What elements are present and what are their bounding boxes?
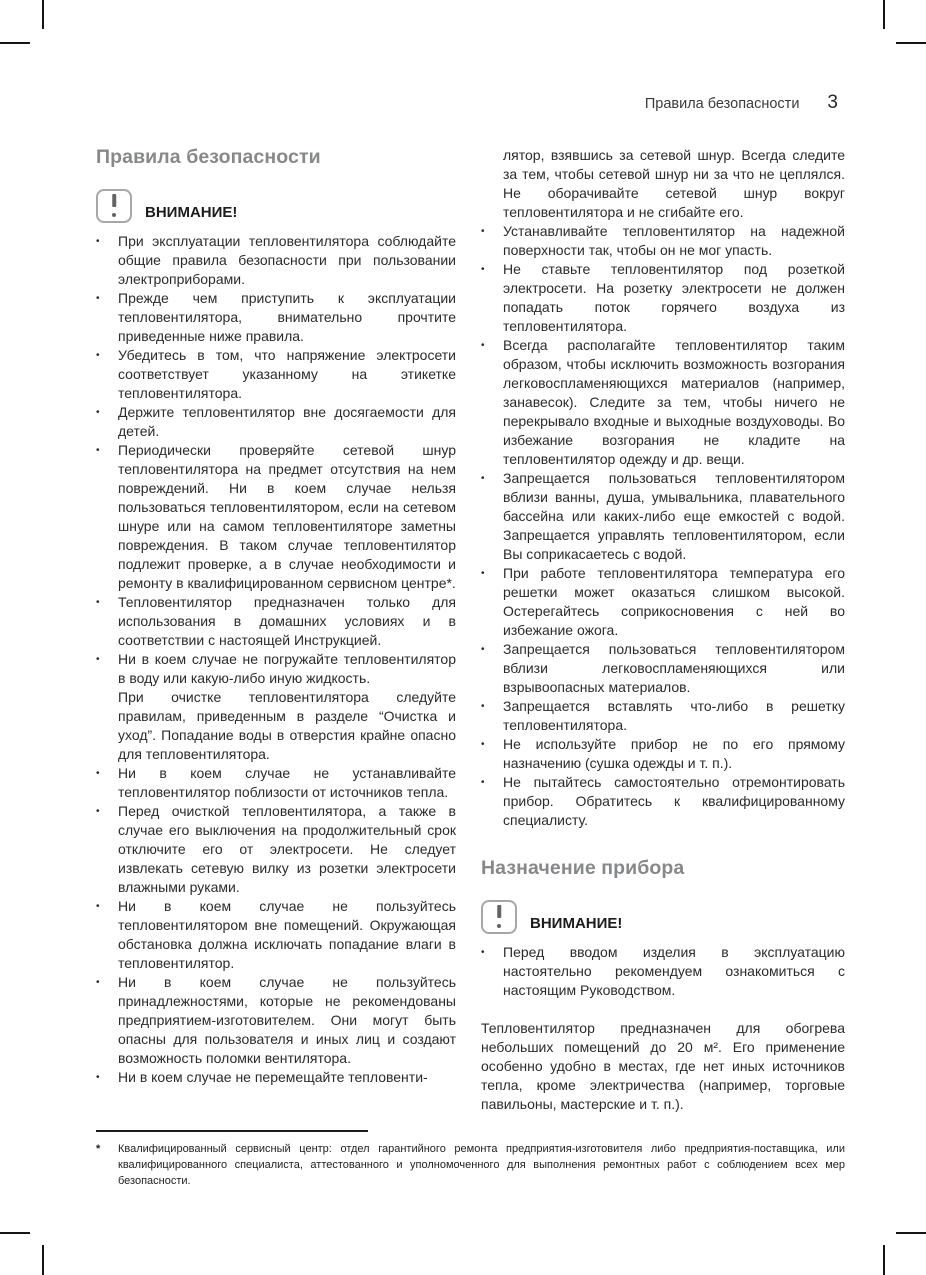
bullet-marker: • — [96, 293, 100, 304]
warning-block — [481, 900, 845, 934]
bullet-text: Ни в коем случае не пользуйтесь тепловентилятором вне помещений. Окружающая обстановка должна исключать попадание влаги в тепловентилятор. — [118, 898, 456, 971]
bullet-text: Ни в коем случае не перемещайте тепловенти- — [118, 1069, 428, 1085]
bullet-marker: • — [481, 701, 485, 712]
list-item — [481, 943, 845, 1000]
bullet-marker: • — [481, 777, 485, 788]
bullet-marker: • — [481, 568, 485, 579]
bullet-marker: • — [481, 644, 485, 655]
left-column — [96, 146, 456, 1087]
warning-label: ВНИМАНИЕ! — [145, 204, 238, 221]
warning-icon-bar — [112, 194, 116, 207]
crop-mark — [0, 1232, 30, 1234]
bullet-text: Устанавливайте тепловентилятор на надежной поверхности так, чтобы он не мог упасть. — [503, 223, 845, 258]
bullet-text: Перед очисткой тепловентилятора, а также в случае его выключения на продолжительный срок отключите его от электросети. Не следует извлекать сетевую вилку из розетки электросети влажными руками. — [118, 803, 456, 895]
bullet-text: Убедитесь в том, что напряжение электросети соответствует указанному на этикетке тепловентилятора. — [118, 347, 456, 401]
footnote — [96, 1130, 845, 1189]
bullet-marker: • — [481, 340, 485, 351]
warning-icon-bar — [497, 905, 501, 918]
bullet-text: Запрещается пользоваться тепловентилятором вблизи ванны, душа, умывальника, плавательного бассейна или каких-либо еще емкостей с водой. Запрещается управлять тепловентилятором, если Вы соприкасаетесь с водой. — [503, 470, 845, 562]
crop-mark — [896, 1232, 926, 1234]
bullet-marker: • — [481, 473, 485, 484]
bullet-marker: • — [481, 226, 485, 237]
section-title-purpose: Назначение прибора — [481, 857, 685, 879]
bullet-text: Запрещается вставлять что-либо в решетку тепловентилятора. — [503, 698, 845, 733]
bullet-text: Ни в коем случае не пользуйтесь принадлежностями, которые не рекомендованы предприятием-изготовителем. Они могут быть опасны для пользователя и иных лиц и создают возможность поломки вентилятора. — [118, 974, 456, 1066]
right-column — [481, 146, 845, 1114]
crop-mark — [42, 1245, 44, 1275]
bullet-marker: • — [96, 445, 100, 456]
list-item — [481, 640, 845, 697]
bullet-text: При работе тепловентилятора температура его решетки может оказаться слишком высокой. Остерегайтесь соприкосновения с ней во избежание ожога. — [503, 565, 845, 638]
safety-list-right — [481, 222, 845, 830]
crop-mark — [883, 0, 885, 29]
crop-mark — [883, 1245, 885, 1275]
list-item — [481, 697, 845, 735]
list-item — [96, 764, 456, 802]
bullet-marker: • — [96, 977, 100, 988]
bullet-marker: • — [96, 236, 100, 247]
footnote-text: Квалифицированный сервисный центр: отдел гарантийного ремонта предприятия-изготовителя либо предприятия-поставщика, или квалифицированного специалиста, аттестованного и уполномоченного для выполнения ремонтных работ с соблюдением всех мер безопасности. — [118, 1143, 845, 1187]
bullet-text: Держите тепловентилятор вне досягаемости для детей. — [118, 404, 456, 439]
list-item — [96, 973, 456, 1068]
list-item — [96, 688, 456, 764]
bullet-marker: • — [481, 947, 485, 958]
bullet-marker: • — [96, 806, 100, 817]
bullet-marker: • — [96, 350, 100, 361]
list-item — [96, 289, 456, 346]
bullet-marker: • — [96, 407, 100, 418]
list-item — [481, 773, 845, 830]
list-item — [96, 232, 456, 289]
bullet-text: Ни в коем случае не погружайте тепловентилятор в воду или какую-либо иную жидкость. — [118, 651, 456, 686]
list-item — [481, 469, 845, 564]
bullet-text: Прежде чем приступить к эксплуатации тепловентилятора, внимательно прочтите приведенные ниже правила. — [118, 290, 456, 344]
bullet-marker: • — [481, 739, 485, 750]
warning-icon — [96, 189, 132, 223]
list-item — [96, 346, 456, 403]
running-header-section: Правила безопасности — [644, 96, 800, 112]
warning-icon — [481, 900, 517, 934]
list-item — [481, 222, 845, 260]
list-item — [96, 1068, 456, 1087]
bullet-text: Ни в коем случае не устанавливайте тепловентилятор поблизости от источников тепла. — [118, 765, 456, 800]
bullet-text: Не пытайтесь самостоятельно отремонтировать прибор. Обратитесь к квалифицированному специалисту. — [503, 774, 845, 828]
footnote-marker: * — [96, 1143, 101, 1155]
list-item — [96, 403, 456, 441]
list-item — [481, 336, 845, 469]
bullet-text: Тепловентилятор предназначен только для использования в домашних условиях и в соответствии с настоящей Инструкцией. — [118, 594, 456, 648]
safety-continuation-paragraph: лятор, взявшись за сетевой шнур. Всегда следите за тем, чтобы сетевой шнур ни за что не цеплялся. Не оборачивайте сетевой шнур вокруг тепловентилятора и не сгибайте его. — [503, 147, 845, 220]
purpose-paragraph: Тепловентилятор предназначен для обогрева небольших помещений до 20 м². Его применение особенно удобно в местах, где нет иных источников тепла, кроме электричества (например, торговые павильоны, мастерские и т. п.). — [481, 1020, 845, 1112]
section-title-safety: Правила безопасности — [96, 146, 321, 168]
footnote-rule — [96, 1130, 368, 1132]
warning-icon-dot — [497, 924, 501, 928]
bullet-text: При эксплуатации тепловентилятора соблюдайте общие правила безопасности при пользовании электроприборами. — [118, 233, 456, 287]
footnote-body — [96, 1141, 845, 1189]
bullet-marker: • — [96, 654, 100, 665]
warning-label: ВНИМАНИЕ! — [530, 915, 623, 932]
purpose-list — [481, 943, 845, 1000]
safety-list-left — [96, 232, 456, 1087]
bullet-marker: • — [481, 264, 485, 275]
running-header — [645, 92, 838, 114]
list-item — [481, 260, 845, 336]
bullet-text: При очистке тепловентилятора следуйте правилам, приведенным в разделе “Очистка и уход”. Попадание воды в отверстия крайне опасно для тепловентилятора. — [118, 689, 456, 762]
bullet-text: Всегда располагайте тепловентилятор таким образом, чтобы исключить возможность возгорания легковоспламеняющихся материалов (например, занавесок). Следите за тем, чтобы ничего не перекрывало входные и выходные воздуховоды. Во избежание возгорания не кладите на тепловентилятор одежду и др. вещи. — [503, 337, 845, 467]
bullet-marker: • — [96, 901, 100, 912]
crop-mark — [0, 42, 30, 44]
list-item — [96, 802, 456, 897]
list-item — [96, 441, 456, 593]
bullet-marker: • — [96, 597, 100, 608]
crop-mark — [896, 42, 926, 44]
warning-block — [96, 189, 456, 223]
bullet-marker — [96, 688, 118, 764]
bullet-text: Не ставьте тепловентилятор под розеткой электросети. На розетку электросети не должен попадать поток горячего воздуха из тепловентилятора. — [503, 261, 845, 334]
warning-icon-dot — [112, 213, 116, 217]
bullet-text: Не используйте прибор не по его прямому назначению (сушка одежды и т. п.). — [503, 736, 845, 771]
bullet-marker: • — [96, 768, 100, 779]
bullet-marker: • — [96, 1072, 100, 1083]
crop-mark — [42, 0, 44, 29]
list-item — [481, 564, 845, 640]
list-item — [96, 897, 456, 973]
bullet-text: Периодически проверяйте сетевой шнур тепловентилятора на предмет отсутствия на нем повреждений. Ни в коем случае нельзя пользоваться тепловентилятором, если на сетевом шнуре или на самом тепловентиляторе заметны повреждения. В таком случае тепловентилятор подлежит проверке, а в случае необходимости и ремонту в квалифицированном сервисном центре*. — [118, 442, 456, 591]
page-number: 3 — [827, 92, 838, 113]
list-item — [96, 650, 456, 688]
bullet-text: Перед вводом изделия в эксплуатацию настоятельно рекомендуем ознакомиться с настоящим Руководством. — [503, 944, 845, 998]
list-item — [96, 593, 456, 650]
bullet-text: Запрещается пользоваться тепловентилятором вблизи легковоспламеняющихся или взрывоопасных материалов. — [503, 641, 845, 695]
list-item — [481, 735, 845, 773]
